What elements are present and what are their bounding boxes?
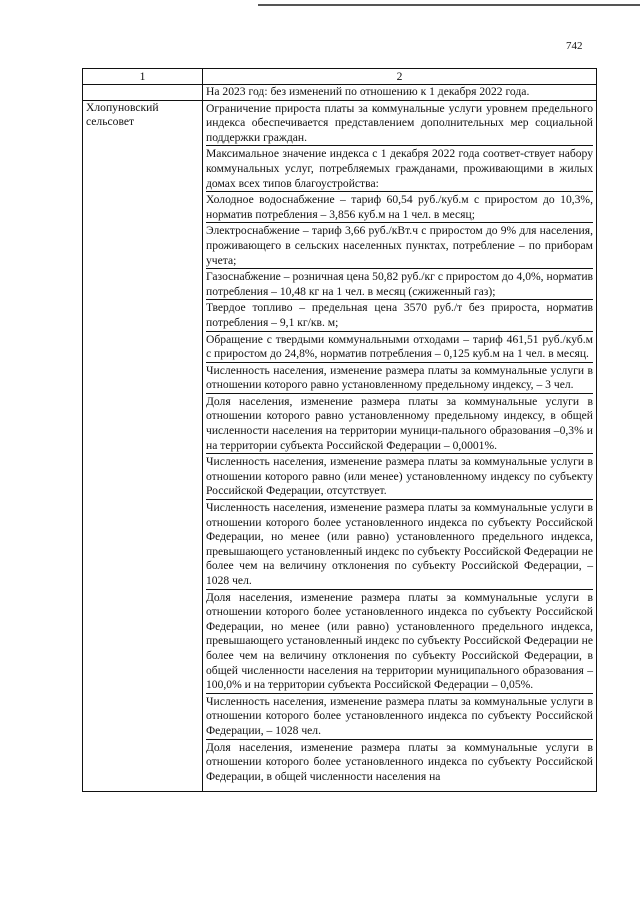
municipality-row (83, 100, 597, 791)
column-2-number: 2 (203, 69, 597, 85)
text-block-electricity: Электроснабжение – тариф 3,66 руб./кВт.ч с приростом до 9% для населения, проживающего в сельских населенных пунктах, потребление – по приборам учета; (206, 224, 593, 267)
text-block-population-between: Численность населения, изменение размера платы за коммунальные услуги в отношении которого более установленного индекса по субъекту Российской Федерации, но менее (или равно) установленного предельного индекса, превышающего установленный индекс по субъекту Российской Федерации не более чем на величину отклонения по субъекту Российской Федерации, – 1028 чел. (206, 501, 593, 587)
column-numbers-row (83, 69, 597, 85)
text-block-population-less: Численность населения, изменение размера платы за коммунальные услуги в отношении которого равно (или менее) установленному индексу по субъекту Российской Федерации, отсутствует. (206, 455, 593, 498)
intro-row-empty-cell (83, 85, 203, 101)
text-block-gas: Газоснабжение – розничная цена 50,82 руб./кг с приростом до 4,0%, норматив потребления – 10,48 кг на 1 чел. в месяц (сжиженный газ); (206, 270, 593, 298)
text-block-share-between: Доля населения, изменение размера платы за коммунальные услуги в отношении которого более установленного индекса по субъекту Российской Федерации, но менее (или равно) установленного предельного индекса, превышающего установленный индекс по субъекту Российской Федерации не более чем на величину отклонения по субъекту Российской Федерации, в общей численности населения на территории муниципального образования – 100,0% и на территории субъекта Российской Федерации – 0,05%. (206, 590, 593, 692)
municipality-name: Хлопуновский сельсовет (83, 100, 203, 791)
intro-row (83, 85, 597, 101)
index-table (82, 68, 597, 792)
text-block-share-more: Доля населения, изменение размера платы за коммунальные услуги в отношении которого более установленного индекса по субъекту Российской Федерации, в общей численности населения на (206, 739, 593, 791)
text-block-max-index: Максимальное значение индекса с 1 декабря 2022 года соответ-ствует набору коммунальных услуг, потребляемых гражданами, проживающими в жилых домах всех типов благоустройства: (206, 147, 593, 190)
text-block-waste: Обращение с твердыми коммунальными отходами – тариф 461,51 руб./куб.м с приростом до 24,8%, норматив потребления – 0,125 куб.м на 1 чел. в месяц. (206, 332, 593, 361)
column-1-number: 1 (83, 69, 203, 85)
text-block-population-equal: Численность населения, изменение размера платы за коммунальные услуги в отношении которого равно установленному предельному индексу, – 3 чел. (206, 363, 593, 392)
intro-row-text: На 2023 год: без изменений по отношению к 1 декабря 2022 года. (203, 85, 597, 101)
text-block-solid-fuel: Твердое топливо – предельная цена 3570 руб./т без прироста, норматив потребления – 9,1 кг/кв. м; (206, 301, 593, 329)
text-block-cold-water: Холодное водоснабжение – тариф 60,54 руб./куб.м с приростом до 10,3%, норматив потребления – 3,856 куб.м на 1 чел. в месяц; (206, 193, 593, 221)
top-rule (258, 4, 640, 6)
municipality-details (203, 100, 597, 791)
text-block-population-more: Численность населения, изменение размера платы за коммунальные услуги в отношении которого более установленного индекса по субъекту Российской Федерации, – 1028 чел. (206, 694, 593, 737)
page-number: 742 (566, 40, 583, 52)
text-block-social-support: Ограничение прироста платы за коммунальные услуги уровнем предельного индекса обеспечивается представлением дополнительных мер социальной поддержки граждан. (206, 101, 593, 144)
text-block-share-equal: Доля населения, изменение размера платы за коммунальные услуги в отношении которого равно установленному предельному индексу, в общей численности населения на территории муници-пального образования –0,3% и на территории субъекта Российской Федерации – 0,0001%. (206, 394, 593, 452)
